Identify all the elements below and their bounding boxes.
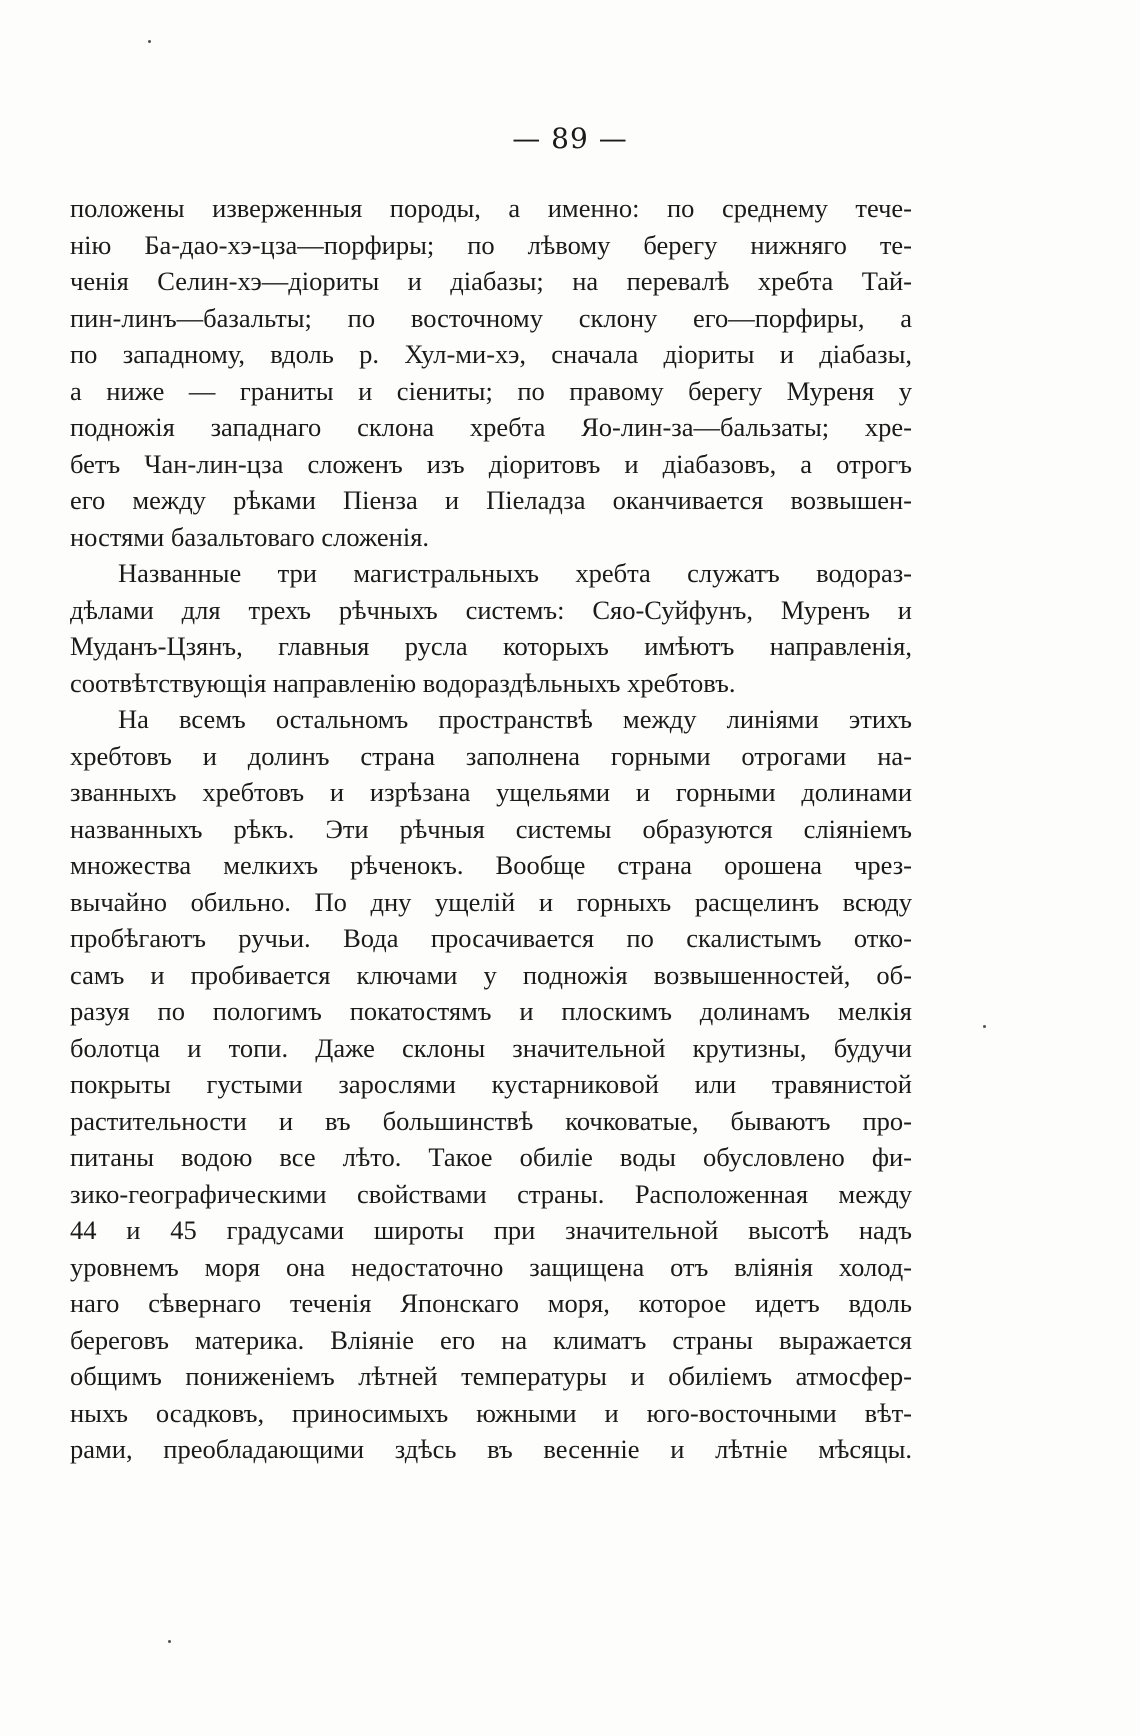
text-line: общимъ пониженіемъ лѣтней температуры и обиліемъ атмосфер- xyxy=(70,1361,912,1391)
text-line: его между рѣками Піенза и Піеладза оканчивается возвышен- xyxy=(70,485,912,515)
text-line: а ниже — граниты и сіениты; по правому берегу Муреня у xyxy=(70,375,912,406)
text-line: болотца и топи. Даже склоны значительной крутизны, будучи xyxy=(70,1032,912,1063)
text-line: положены изверженныя породы, а именно: по среднему тече- xyxy=(70,193,912,223)
text-line: уровнемъ моря она недостаточно защищена отъ вліянія холод- xyxy=(70,1251,912,1282)
text-line: хребтовъ и долинъ страна заполнена горными отрогами на- xyxy=(70,740,912,771)
text-line: ностями базальтоваго сложенія. xyxy=(70,521,430,552)
text-line: бетъ Чан-лин-цза сложенъ изъ діоритовъ и діабазовъ, а отрогъ xyxy=(70,448,912,479)
text-line: ныхъ осадковъ, приносимыхъ южными и юго-восточными вѣт- xyxy=(70,1397,912,1428)
text-line: Названные три магистральныхъ хребта служатъ водораз- xyxy=(118,558,912,588)
text-line: береговъ материка. Вліяніе его на климатъ страны выражается xyxy=(70,1324,912,1355)
page-number: — 89 — xyxy=(512,122,628,155)
body-text xyxy=(70,190,912,1468)
scan-speck xyxy=(148,40,151,43)
text-line: питаны водою все лѣто. Такое обиліе воды обусловлено фи- xyxy=(70,1142,912,1172)
text-line: пин-линъ—базальты; по восточному склону его—порфиры, а xyxy=(70,302,912,333)
paragraph-3 xyxy=(70,701,912,1468)
text-line: нію Ба-дао-хэ-цза—порфиры; по лѣвому берегу нижняго те- xyxy=(70,229,912,260)
text-line: Муданъ-Цзянъ, главныя русла которыхъ имѣютъ направленія, xyxy=(70,631,912,661)
text-line: разуя по пологимъ покатостямъ и плоскимъ долинамъ мелкія xyxy=(70,996,912,1026)
text-line: ченія Селин-хэ—діориты и діабазы; на перевалѣ хребта Тай- xyxy=(70,266,912,296)
text-line: На всемъ остальномъ пространствѣ между линіями этихъ xyxy=(118,704,912,734)
text-line: по западному, вдоль р. Хул-ми-хэ, сначала діориты и діабазы, xyxy=(70,339,912,369)
text-line: пробѣгаютъ ручьи. Вода просачивается по скалистымъ отко- xyxy=(70,923,912,953)
scan-speck xyxy=(983,1025,986,1028)
text-line: 44 и 45 градусами широты при значительной высотѣ надъ xyxy=(70,1215,912,1245)
text-line: вычайно обильно. По дну ущелій и горныхъ расщелинъ всюду xyxy=(70,886,912,917)
text-line: самъ и пробивается ключами у подножія возвышенностей, об- xyxy=(70,959,912,990)
text-line: рами, преобладающими здѣсь въ весенніе и лѣтніе мѣсяцы. xyxy=(70,1434,912,1464)
paragraph-1 xyxy=(70,190,912,555)
text-line: подножія западнаго склона хребта Яо-лин-за—бальзаты; хре- xyxy=(70,412,912,442)
paragraph-2 xyxy=(70,555,912,701)
text-line: соотвѣтствующія направленію водораздѣльныхъ хребтовъ. xyxy=(70,667,736,698)
text-line: званныхъ хребтовъ и изрѣзана ущельями и горными долинами xyxy=(70,777,912,807)
text-line: названныхъ рѣкъ. Эти рѣчныя системы образуются сліяніемъ xyxy=(70,813,912,844)
text-line: покрыты густыми зарослями кустарниковой или травянистой xyxy=(70,1069,912,1099)
text-line: растительности и въ большинствѣ кочковатые, бываютъ про- xyxy=(70,1105,912,1136)
text-line: зико-географическими свойствами страны. Расположенная между xyxy=(70,1178,912,1209)
scan-speck xyxy=(168,1640,171,1643)
text-line: множества мелкихъ рѣченокъ. Вообще страна орошена чрез- xyxy=(70,850,912,880)
text-line: дѣлами для трехъ рѣчныхъ системъ: Сяо-Суйфунъ, Муренъ и xyxy=(70,594,912,625)
text-line: наго сѣвернаго теченія Японскаго моря, которое идетъ вдоль xyxy=(70,1288,912,1318)
